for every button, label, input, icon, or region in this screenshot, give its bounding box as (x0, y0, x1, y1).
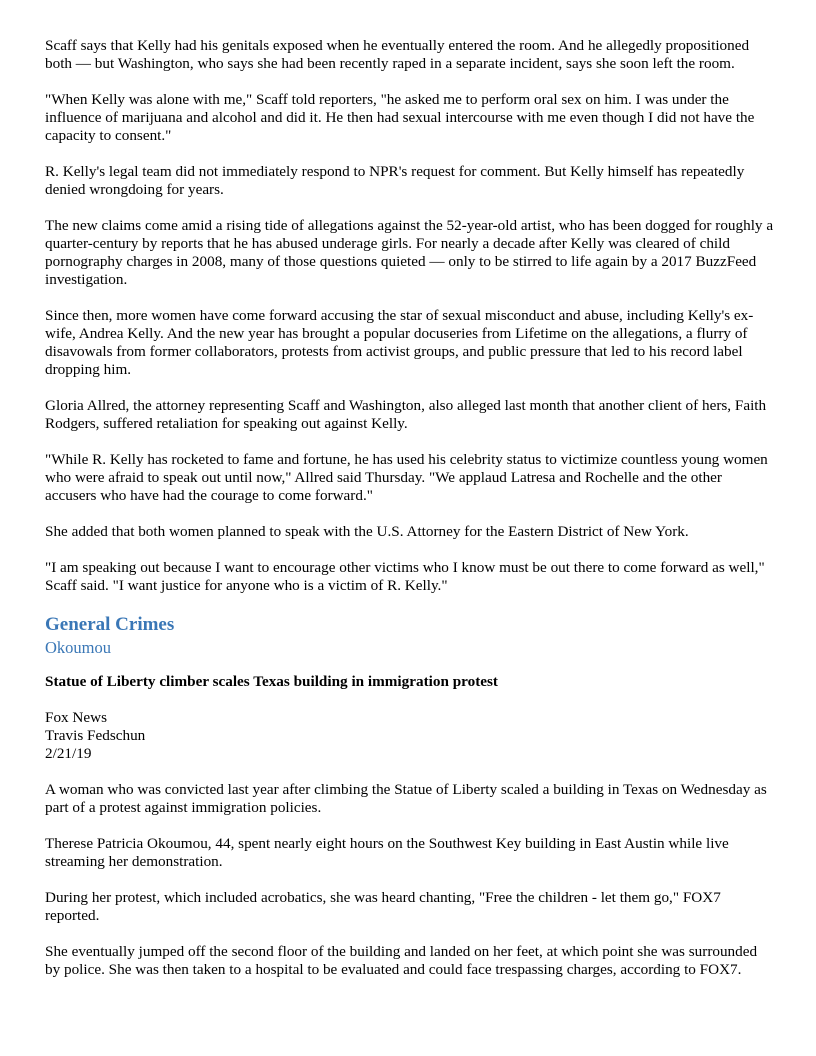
paragraph: During her protest, which included acrobatics, she was heard chanting, "Free the children - let them go," FOX7 reported. (45, 889, 721, 924)
paragraph: Scaff says that Kelly had his genitals exposed when he eventually entered the room. And he allegedly propositioned both — but Washington, who says she had been recently raped in a separate incident, says she soon left the room. (45, 37, 750, 72)
paragraph: "I am speaking out because I want to encourage other victims who I know must be out there to come forward as well," Scaff said. "I want justice for anyone who is a victim of R. Kelly." (45, 559, 765, 594)
article-author: Travis Fedschun (45, 727, 146, 744)
paragraph: The new claims come amid a rising tide of allegations against the 52-year-old artist, who has been dogged for roughly a quarter-century by reports that he has abused underage girls. For nearly a decade after Kelly was cleared of child pornography charges in 2008, many of those questions quieted — only to be stirred to life again by a 2017 BuzzFeed investigation. (45, 217, 774, 288)
paragraph: Since then, more women have come forward accusing the star of sexual misconduct and abuse, including Kelly's ex-wife, Andrea Kelly. And the new year has brought a popular docuseries from Lifetime on the allegations, a flurry of disavowals from former collaborators, protests from activist groups, and public pressure that led to his record label dropping him. (45, 307, 754, 378)
article-date: 2/21/19 (45, 745, 92, 762)
article-headline: Statue of Liberty climber scales Texas building in immigration protest (45, 673, 498, 690)
paragraph: A woman who was convicted last year after climbing the Statue of Liberty scaled a building in Texas on Wednesday as part of a protest against immigration policies. (45, 781, 767, 816)
section-subtitle: Okoumou (45, 638, 111, 657)
paragraph: "While R. Kelly has rocketed to fame and fortune, he has used his celebrity status to victimize countless young women who were afraid to speak out until now," Allred said Thursday. "We applaud Latresa and Rochelle and the other accusers who have had the courage to come forward." (45, 451, 768, 504)
section-title: General Crimes (45, 614, 175, 635)
article-okoumou (45, 673, 775, 979)
document-page (45, 37, 775, 997)
paragraph: "When Kelly was alone with me," Scaff told reporters, "he asked me to perform oral sex on him. I was under the influence of marijuana and alcohol and did it. He then had sexual intercourse with me even though I did not have the capacity to consent." (45, 91, 755, 144)
paragraph: She eventually jumped off the second floor of the building and landed on her feet, at which point she was surrounded by police. She was then taken to a hospital to be evaluated and could face trespassing charges, according to FOX7. (45, 943, 758, 978)
paragraph: Therese Patricia Okoumou, 44, spent nearly eight hours on the Southwest Key building in East Austin while live streaming her demonstration. (45, 835, 729, 870)
article-meta (45, 709, 775, 763)
paragraph: She added that both women planned to speak with the U.S. Attorney for the Eastern District of New York. (45, 523, 689, 540)
article-rkelly-body (45, 37, 775, 595)
paragraph: R. Kelly's legal team did not immediately respond to NPR's request for comment. But Kelly himself has repeatedly denied wrongdoing for years. (45, 163, 745, 198)
article-source: Fox News (45, 709, 108, 726)
paragraph: Gloria Allred, the attorney representing Scaff and Washington, also alleged last month that another client of hers, Faith Rodgers, suffered retaliation for speaking out against Kelly. (45, 397, 767, 432)
